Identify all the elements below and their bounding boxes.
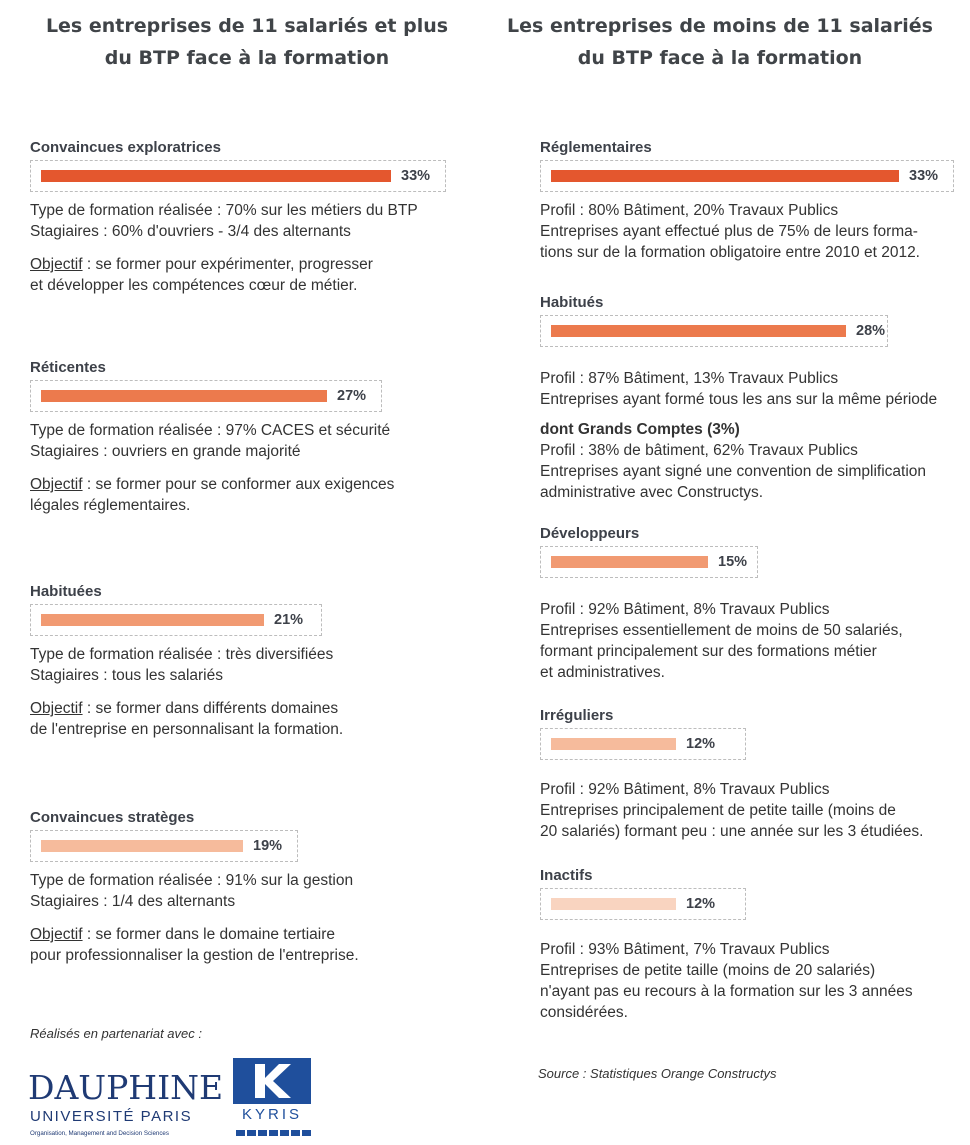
segment-reticentes	[30, 358, 395, 514]
left-title-line-1: Les entreprises de 11 salariés et plus	[45, 15, 449, 37]
dauphine-university-label: UNIVERSITÉ PARIS	[30, 1108, 193, 1125]
description-line: tions sur de la formation obligatoire entre 2010 et 2012.	[540, 244, 920, 261]
kyris-dash	[302, 1130, 311, 1136]
description-line: considérées.	[540, 1004, 628, 1021]
description-line: Profil : 93% Bâtiment, 7% Travaux Publics	[540, 941, 830, 958]
description-line: Type de formation réalisée : 70% sur les métiers du BTP	[30, 202, 418, 219]
description-line: Entreprises de petite taille (moins de 20 salariés)	[540, 962, 876, 979]
objective-label: Objectif	[30, 700, 83, 717]
kyris-dash	[236, 1130, 245, 1136]
objective-label: Objectif	[30, 926, 83, 943]
description-line: Entreprises ayant effectué plus de 75% de leurs forma-	[540, 223, 918, 240]
segment-name: Habituées	[30, 583, 102, 600]
bar-value-label: 33%	[401, 168, 431, 184]
objective-text: pour professionnaliser la gestion de l'entreprise.	[30, 947, 359, 964]
left-title-line-2: du BTP face à la formation	[104, 47, 390, 69]
description-line: Entreprises principalement de petite taille (moins de	[540, 802, 896, 819]
objective-text: et développer les compétences cœur de métier.	[30, 277, 358, 294]
dauphine-logo	[28, 1062, 224, 1142]
bar-habituees	[41, 614, 264, 626]
objective-line	[30, 924, 359, 945]
segment-description	[540, 368, 937, 503]
objective-text: : se former dans le domaine tertiaire	[82, 926, 335, 943]
bar-value-label: 28%	[856, 323, 886, 339]
bar-frame	[540, 728, 746, 760]
kyris-dash	[247, 1130, 256, 1136]
description-line: Stagiaires : 60% d'ouvriers - 3/4 des alternants	[30, 223, 351, 240]
description-line: Profil : 80% Bâtiment, 20% Travaux Publics	[540, 202, 839, 219]
description-line: Stagiaires : tous les salariés	[30, 667, 223, 684]
bar-developpeurs	[551, 556, 708, 568]
segment-inactifs	[540, 866, 913, 1021]
segment-name: Réticentes	[30, 359, 106, 376]
kyris-logo	[233, 1058, 311, 1142]
objective-line	[30, 254, 418, 275]
left-column-title	[22, 10, 472, 74]
objective-text: légales réglementaires.	[30, 497, 191, 514]
objective-text: de l'entreprise en personnalisant la formation.	[30, 721, 344, 738]
dauphine-wordmark: DAUPHINE	[28, 1068, 224, 1107]
bar-frame	[30, 830, 298, 862]
segment-irreguliers	[540, 706, 924, 840]
bar-value-label: 12%	[686, 736, 716, 752]
bar-reglementaires	[551, 170, 899, 182]
kyris-dash	[258, 1130, 267, 1136]
segment-name: Irréguliers	[540, 707, 614, 724]
description-line: Entreprises ayant formé tous les ans sur la même période	[540, 391, 938, 408]
description-line: Stagiaires : ouvriers en grande majorité	[30, 443, 301, 460]
description-line: Type de formation réalisée : 97% CACES et sécurité	[30, 422, 391, 439]
bar-inactifs	[551, 898, 676, 910]
segment-description	[540, 939, 913, 1023]
segment-description	[30, 200, 418, 296]
description-line: Stagiaires : 1/4 des alternants	[30, 893, 236, 910]
segment-name: Habitués	[540, 294, 604, 311]
bar-frame	[540, 888, 746, 920]
segment-habitues	[540, 293, 938, 501]
bar-value-label: 19%	[253, 838, 283, 854]
segment-name: Réglementaires	[540, 139, 652, 156]
bar-frame	[540, 315, 888, 347]
description-line: Profil : 38% de bâtiment, 62% Travaux Publics	[540, 442, 858, 459]
bar-value-label: 21%	[274, 612, 304, 628]
segment-name: Convaincues exploratrices	[30, 139, 221, 156]
segment-description	[30, 644, 343, 740]
description-line: n'ayant pas eu recours à la formation sur les 3 années	[540, 983, 913, 1000]
segment-convaincues-exploratrices	[30, 138, 431, 294]
segment-habituees	[30, 582, 344, 738]
description-line: Profil : 87% Bâtiment, 13% Travaux Publics	[540, 370, 839, 387]
kyris-dash	[291, 1130, 300, 1136]
kyris-dash	[280, 1130, 289, 1136]
objective-text: : se former pour se conformer aux exigences	[82, 476, 395, 493]
segment-description	[540, 779, 923, 842]
bar-value-label: 12%	[686, 896, 716, 912]
right-title-line-2: du BTP face à la formation	[577, 47, 863, 69]
description-line: Profil : 92% Bâtiment, 8% Travaux Publics	[540, 601, 830, 618]
objective-label: Objectif	[30, 476, 83, 493]
sub-segment-title: dont Grands Comptes (3%)	[540, 421, 740, 438]
bar-irreguliers	[551, 738, 676, 750]
description-line: Entreprises essentiellement de moins de 50 salariés,	[540, 622, 903, 639]
segment-description	[540, 200, 920, 263]
bar-frame	[30, 380, 382, 412]
bar-frame	[540, 546, 758, 578]
objective-line	[30, 698, 343, 719]
bar-value-label: 15%	[718, 554, 748, 570]
bar-habitues	[551, 325, 846, 337]
bar-convaincues-exploratrices	[41, 170, 391, 182]
kyris-wordmark: KYRIS	[241, 1106, 302, 1123]
description-line: Profil : 92% Bâtiment, 8% Travaux Publics	[540, 781, 830, 798]
objective-text: : se former dans différents domaines	[82, 700, 339, 717]
bar-reticentes	[41, 390, 327, 402]
segment-developpeurs	[540, 524, 903, 681]
description-line: Type de formation réalisée : très diversifiées	[30, 646, 334, 663]
objective-label: Objectif	[30, 256, 83, 273]
bar-frame	[30, 160, 446, 192]
objective-text: : se former pour expérimenter, progresser	[82, 256, 373, 273]
right-title-line-1: Les entreprises de moins de 11 salariés	[507, 15, 933, 37]
bar-frame	[30, 604, 322, 636]
segment-name: Convaincues stratèges	[30, 809, 195, 826]
right-column-title	[490, 10, 950, 74]
segment-description	[30, 420, 394, 516]
partner-caption: Réalisés en partenariat avec :	[30, 1026, 202, 1041]
segment-reglementaires	[540, 138, 939, 261]
bar-value-label: 33%	[909, 168, 939, 184]
kyris-k-block	[233, 1058, 311, 1104]
objective-line	[30, 474, 394, 495]
segment-convaincues-strateges	[30, 808, 359, 964]
segment-description	[30, 870, 359, 966]
source-caption: Source : Statistiques Orange Constructys	[538, 1066, 777, 1081]
description-line: Type de formation réalisée : 91% sur la gestion	[30, 872, 354, 889]
bar-value-label: 27%	[337, 388, 367, 404]
description-line: formant principalement sur des formations métier	[540, 643, 877, 660]
kyris-dash	[269, 1130, 278, 1136]
description-line: et administratives.	[540, 664, 665, 681]
description-line: administrative avec Constructys.	[540, 484, 764, 501]
dauphine-tagline: Organisation, Management and Decision Sciences	[30, 1130, 169, 1137]
bar-convaincues-strateges	[41, 840, 243, 852]
description-line: 20 salariés) formant peu : une année sur les 3 étudiées.	[540, 823, 924, 840]
segment-name: Inactifs	[540, 867, 593, 884]
segment-description	[540, 599, 903, 683]
kyris-k-icon	[233, 1058, 311, 1104]
description-line: Entreprises ayant signé une convention de simplification	[540, 463, 927, 480]
segment-name: Développeurs	[540, 525, 640, 542]
bar-frame	[540, 160, 954, 192]
